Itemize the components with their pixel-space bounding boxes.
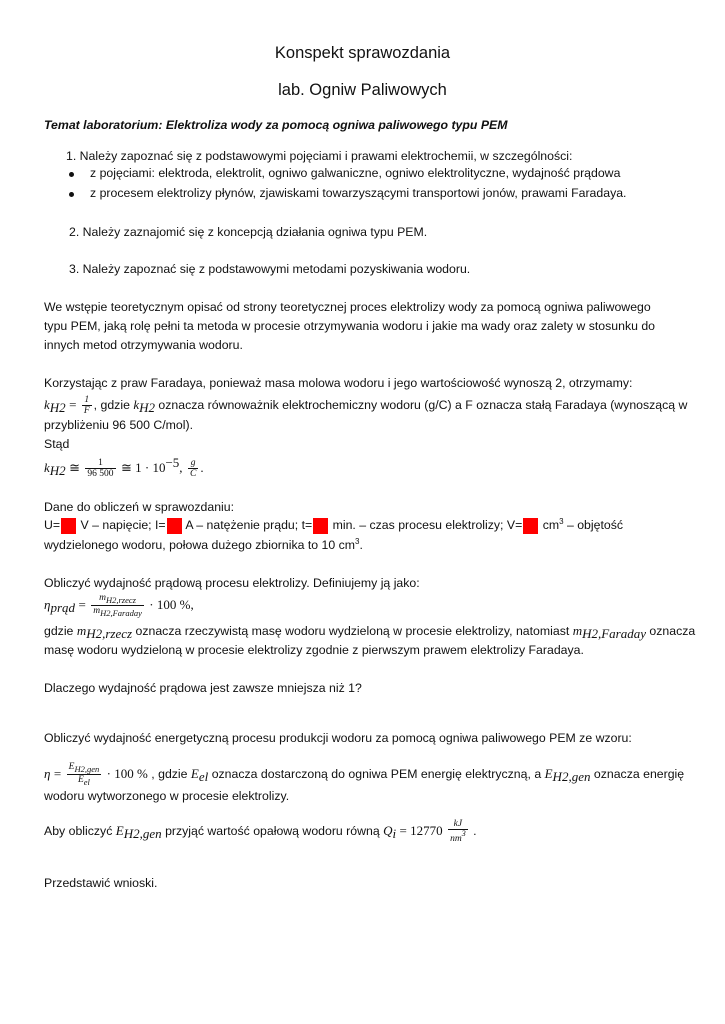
data-line-2: wydzielonego wodoru, połowa dużego zbiornika to 10 $cm^3$. <box>44 537 363 552</box>
current-efficiency-description-1: gdzie $m_{H2,rzecz}$ oznacza rzeczywistą masę wodoru wydzieloną w procesie elektrolizy, natomiast $m_{H2,Faraday}$ oznacza <box>44 623 696 641</box>
calorific-value-line: Aby obliczyć $E_{H2,gen}$ przyjąć wartość opałową wodoru równą $Q_i = 12770$ $\frac{kJ}{nm^3}$ . <box>44 819 477 845</box>
fraction-kj-per-nm3: $\frac{kJ}{nm^3}$ <box>450 819 466 845</box>
bullet-dot-icon <box>69 172 74 177</box>
faraday-constant-note: przybliżeniu 96 500 C/mol). <box>44 418 193 432</box>
intro-paragraph-line-2: typu PEM, jaką rolę pełni ta metoda w procesie otrzymywania wodoru i jakie ma wady oraz zalety w stosunku do <box>44 319 656 333</box>
fraction-energy-ratio: $\frac{E_{H2,gen}}{E_{el}}$ <box>68 762 100 788</box>
redacted-voltage <box>61 518 76 534</box>
lab-topic: Temat laboratorium: Elektroliza wody za pomocą ogniwa paliwowego typu PEM <box>44 118 508 132</box>
faraday-equation-line: $k_{H2}$ = $\frac{1}{F}$ , gdzie $k_{H2}$ oznacza równoważnik elektrochemiczny wodoru (g/C) a F oznacza stałą Faradaya (wynoszącą w <box>44 395 688 417</box>
approximation-equation: $k_{H2}$ ≅ $\frac{1}{96 500}$ ≅ $1 \cdot 10^{-5}$, $\frac{g}{C}$ . <box>44 455 204 480</box>
fraction-g-over-C: $\frac{g}{C}$ <box>189 457 197 480</box>
data-header: Dane do obliczeń w sprawozdaniu: <box>44 500 235 514</box>
hence-label: Stąd <box>44 437 70 451</box>
bullet-dot-icon <box>69 192 74 197</box>
energy-efficiency-equation-line: η = $\frac{E_{H2,gen}}{E_{el}}$ · 100 % , gdzie $E_{el}$ oznacza dostarczoną do ogniwa PEM energię elektryczną, a $E_{H2,gen}$ oznacza energię <box>44 762 685 788</box>
redacted-time <box>313 518 328 534</box>
question: Dlaczego wydajność prądowa jest zawsze mniejsza niż 1? <box>44 681 362 695</box>
energy-efficiency-intro: Obliczyć wydajność energetyczną procesu produkcji wodoru za pomocą ogniwa paliwowego PEM ze wzoru: <box>44 731 632 745</box>
intro-paragraph-line-1: We wstępie teoretycznym opisać od strony teoretycznej proces elektrolizy wody za pomocą ogniwa paliwowego <box>44 300 651 314</box>
current-efficiency-equation: $\eta_{prąd}$ = $\frac{m_{H2,rzecz}}{m_{H2,Faraday}}$ · 100 %, <box>44 593 194 619</box>
redacted-volume <box>523 518 538 534</box>
document-subtitle: lab. Ogniw Paliwowych <box>278 81 447 99</box>
redacted-current <box>167 518 182 534</box>
bullet-1: z pojęciami: elektroda, elektrolit, ogniwo galwaniczne, ogniwo elektrolityczne, wydajność prądowa <box>90 166 621 180</box>
document-title: Konspekt sprawozdania <box>274 44 451 62</box>
faraday-equation-description: oznacza równoważnik elektrochemiczny wodoru (g/C) a F oznacza stałą Faradaya (wynoszącą w <box>158 398 688 413</box>
item-3: 3. Należy zapoznać się z podstawowymi metodami pozyskiwania wodoru. <box>69 262 471 276</box>
energy-efficiency-description-2: wodoru wytworzonego w procesie elektrolizy. <box>44 789 290 803</box>
symbol-k: k <box>44 397 50 413</box>
fraction-mass-ratio: $\frac{m_{H2,rzecz}}{m_{H2,Faraday}}$ <box>93 593 142 619</box>
fraction-1-over-F: $\frac{1}{F}$ <box>83 395 90 417</box>
fraction-1-over-96500: $\frac{1}{96 500}$ <box>87 457 114 480</box>
data-values-line: U= V – napięcie; I= A – natężenie prądu; t= min. – czas procesu elektrolizy; $V= cm^3$ – objętość <box>44 517 624 532</box>
conclusions: Przedstawić wnioski. <box>44 876 158 890</box>
current-efficiency-intro: Obliczyć wydajność prądową procesu elektrolizy. Definiujemy ją jako: <box>44 576 420 590</box>
item-2: 2. Należy zaznajomić się z koncepcją działania ogniwa typu PEM. <box>69 225 428 239</box>
intro-paragraph-line-3: innych metod otrzymywania wodoru. <box>44 338 243 352</box>
faraday-intro: Korzystając z praw Faradaya, ponieważ masa molowa wodoru i jego wartościowość wynoszą 2, otrzymamy: <box>44 376 633 390</box>
current-efficiency-description-2: masę wodoru wydzieloną w procesie elektrolizy zgodnie z pierwszym prawem elektrolizy Faradaya. <box>44 643 584 657</box>
bullet-2: z procesem elektrolizy płynów, zjawiskami towarzyszącymi transportowi jonów, prawami Faradaya. <box>90 186 627 200</box>
item-1-intro: 1. Należy zapoznać się z podstawowymi pojęciami i prawami elektrochemii, w szczególności: <box>66 149 573 163</box>
